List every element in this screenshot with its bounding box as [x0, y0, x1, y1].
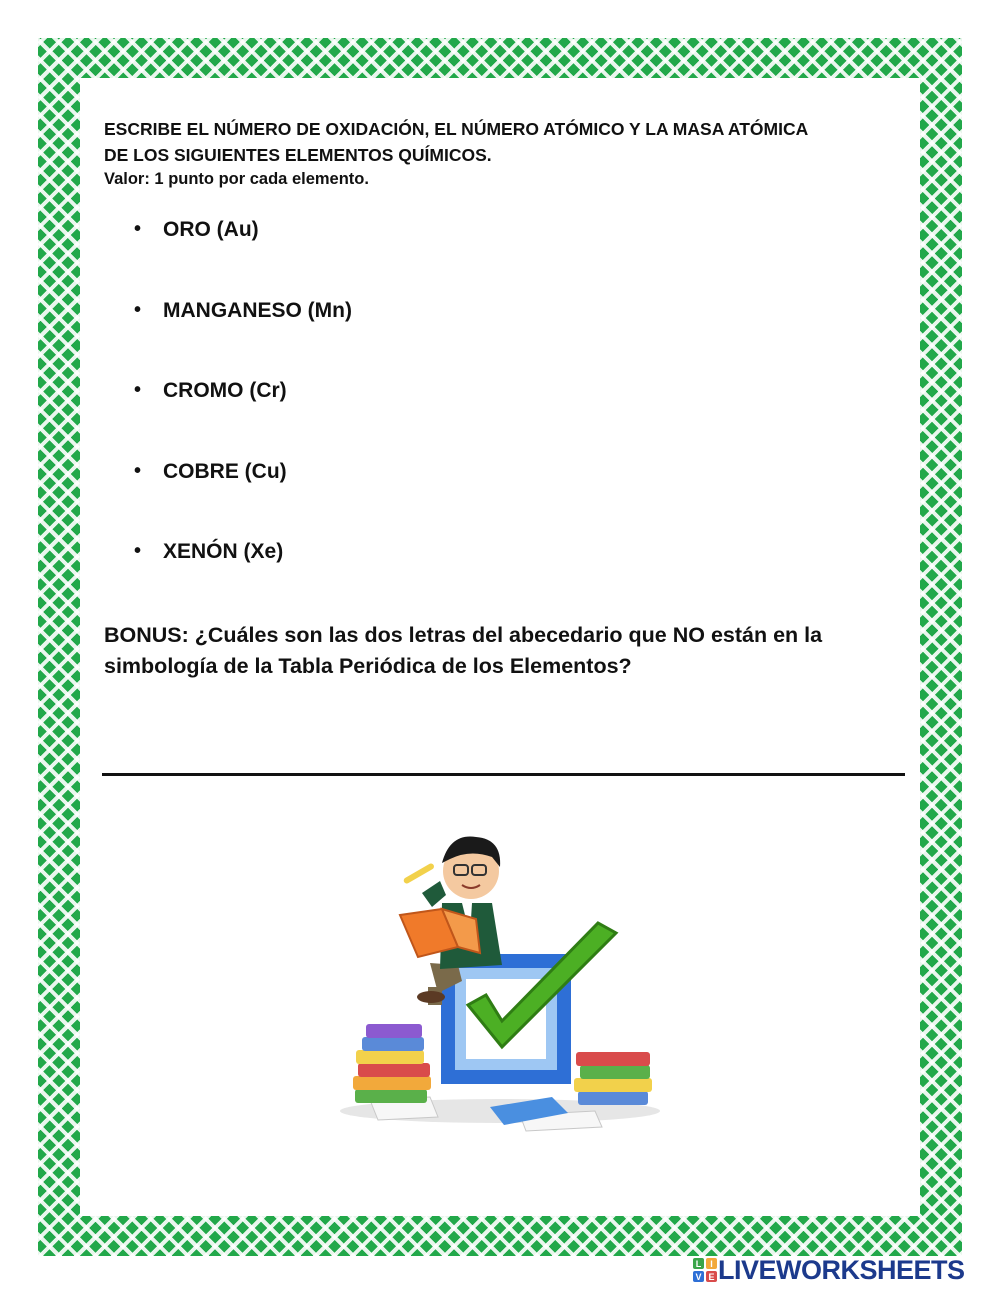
bullet-icon: • — [134, 218, 142, 240]
element-label: ORO (Au) — [163, 218, 259, 241]
bullet-icon: • — [134, 379, 142, 401]
list-item — [134, 540, 352, 621]
element-list — [134, 218, 352, 621]
bullet-icon: • — [134, 298, 142, 321]
list-item — [134, 379, 352, 460]
logo-icon-letter: V — [695, 1272, 702, 1282]
logo-text: LIVEWORKSHEETS — [718, 1255, 965, 1285]
liveworksheets-logo-icon — [692, 1257, 718, 1283]
bonus-line-1: BONUS: ¿Cuáles son las dos letras del abecedario que NO están en la — [104, 623, 823, 647]
instructions-line-1: ESCRIBE EL NÚMERO DE OXIDACIÓN, EL NÚMERO ATÓMICO Y LA MASA ATÓMICA — [104, 119, 809, 139]
points-value: Valor: 1 punto por cada elemento. — [104, 170, 369, 188]
bonus-question — [104, 620, 894, 682]
element-label: XENÓN (Xe) — [163, 540, 284, 563]
answer-line — [102, 773, 905, 776]
list-item — [134, 218, 352, 299]
logo-icon-letter: L — [695, 1259, 702, 1269]
bullet-icon: • — [134, 540, 142, 562]
list-item — [134, 460, 352, 541]
instructions-block — [104, 116, 904, 190]
logo-icon-letter: E — [708, 1272, 715, 1282]
list-item — [134, 299, 352, 380]
logo-icon-letter: I — [710, 1259, 713, 1269]
element-label: COBRE (Cu) — [163, 459, 287, 483]
element-label: MANGANESO (Mn) — [163, 298, 352, 322]
element-label: CROMO (Cr) — [163, 379, 287, 402]
bonus-line-2: simbología de la Tabla Periódica de los Elementos? — [104, 654, 632, 678]
bullet-icon: • — [134, 459, 142, 482]
teacher-checkmark-illustration — [330, 815, 670, 1140]
liveworksheets-logo — [692, 1255, 965, 1285]
instructions-line-2: DE LOS SIGUIENTES ELEMENTOS QUÍMICOS. — [104, 145, 492, 165]
